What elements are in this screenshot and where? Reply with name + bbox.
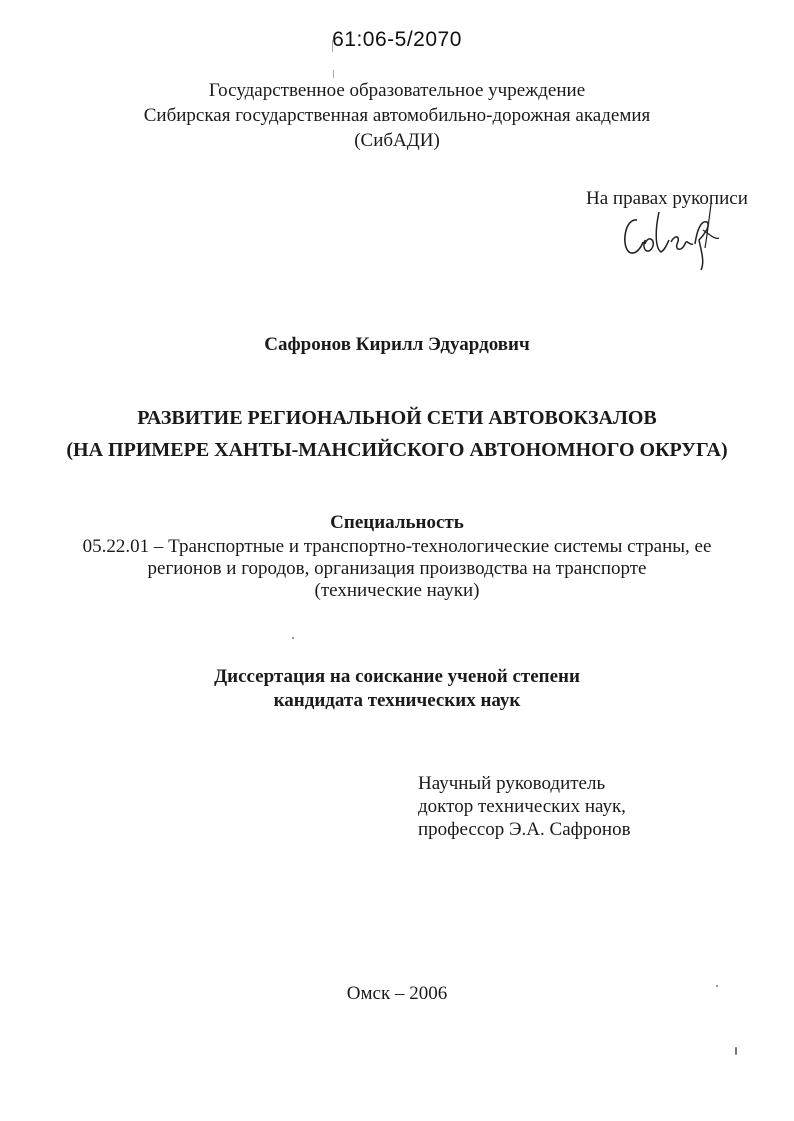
signature-image: [615, 200, 725, 272]
scan-speck: [735, 1047, 737, 1055]
specialty-heading: Специальность: [330, 512, 464, 533]
specialty-description: [0, 536, 794, 602]
specialty-line-1: 05.22.01 – Транспортные и транспортно-технологические системы страны, ее: [82, 536, 712, 557]
supervisor-block: [418, 772, 631, 841]
place-year: Омск – 2006: [346, 983, 448, 1004]
registration-number: 61:06-5/2070: [332, 28, 462, 51]
author-name: Сафронов Кирилл Эдуардович: [264, 334, 530, 355]
title-line-2: (НА ПРИМЕРЕ ХАНТЫ-МАНСИЙСКОГО АВТОНОМНОГО ОКРУГА): [66, 439, 728, 461]
supervisor-role: Научный руководитель: [418, 773, 606, 794]
specialty-line-3: (технические науки): [314, 580, 480, 601]
degree-line-2: кандидата технических наук: [273, 690, 521, 711]
dissertation-title: [0, 402, 794, 466]
institution-abbr: (СибАДИ): [354, 130, 440, 151]
scan-mark: [333, 70, 334, 78]
degree-line-1: Диссертация на соискание ученой степени: [214, 666, 580, 687]
degree-statement: [0, 665, 794, 713]
institution-name: Сибирская государственная автомобильно-дорожная академия: [143, 105, 651, 126]
institution-line: Государственное образовательное учреждение: [208, 80, 586, 101]
title-line-1: РАЗВИТИЕ РЕГИОНАЛЬНОЙ СЕТИ АВТОВОКЗАЛОВ: [137, 407, 657, 429]
supervisor-degree: доктор технических наук,: [418, 796, 626, 817]
specialty-line-2: регионов и городов, организация производства на транспорте: [147, 558, 647, 579]
supervisor-name: профессор Э.А. Сафронов: [418, 819, 631, 840]
institution-header: [0, 78, 794, 153]
rights-notice: На правах рукописи: [586, 188, 748, 209]
scan-speck: [292, 637, 294, 639]
